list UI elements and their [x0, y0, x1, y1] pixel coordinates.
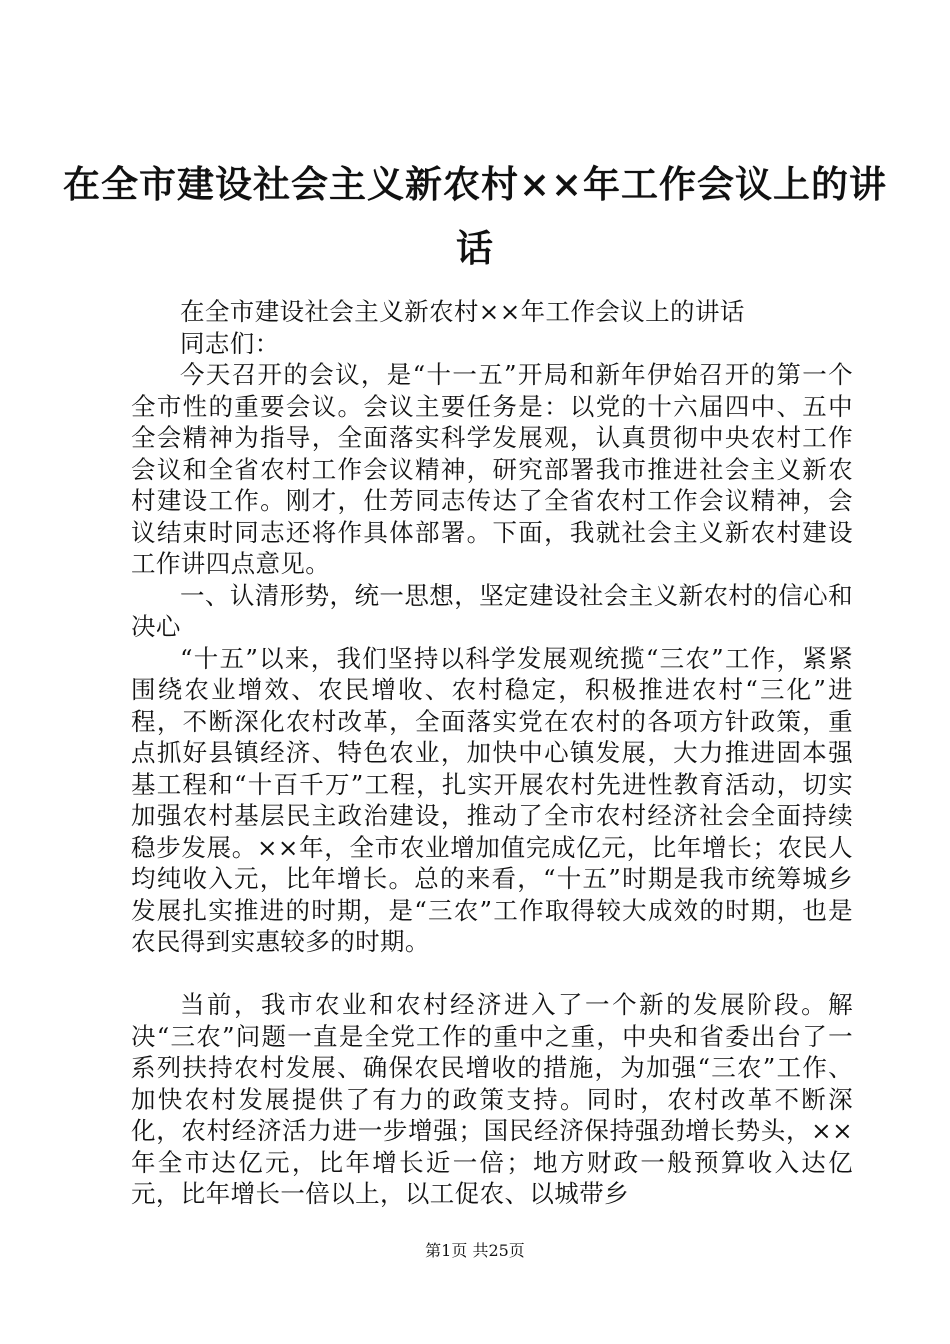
paragraph-heading-repeat: 在全市建设社会主义新农村××年工作会议上的讲话	[180, 297, 745, 326]
page-number: 第1页 共25页	[425, 1241, 525, 1260]
section-heading-1: 一、认清形势，统一思想，坚定建设社会主义新农村的信心和决心	[131, 580, 853, 641]
paragraph-current-situation: 当前，我市农业和农村经济进入了一个新的发展阶段。解决“三农”问题一直是全党工作的重中之重，中央和省委出台了一系列扶持农村发展、确保农民增收的措施，为加强“三农”工作、加快农村发展提供了有力的政策支持。同时，农村改革不断深化，农村经济活力进一步增强；国民经济保持强劲增长势头，××年全市达亿元，比年增长近一倍；地方财政一般预算收入达亿元，比年增长一倍以上，以工促农、以城带乡	[131, 990, 853, 1208]
paragraph-intro: 今天召开的会议，是“十一五”开局和新年伊始召开的第一个全市性的重要会议。会议主要任务是：以党的十六届四中、五中全会精神为指导，全面落实科学发展观，认真贯彻中央农村工作会议和全省农村工作会议精神，研究部署我市推进社会主义新农村建设工作。刚才，仕芳同志传达了全省农村工作会议精神，会议结束时同志还将作具体部署。下面，我就社会主义新农村建设工作讲四点意见。	[131, 360, 853, 578]
paragraph-achievements: “十五”以来，我们坚持以科学发展观统揽“三农”工作，紧紧围绕农业增效、农民增收、农村稳定，积极推进农村“三化”进程，不断深化农村改革，全面落实党在农村的各项方针政策，重点抓好县镇经济、特色农业，加快中心镇发展，大力推进固本强基工程和“十百千万”工程，扎实开展农村先进性教育活动，切实加强农村基层民主政治建设，推动了全市农村经济社会全面持续稳步发展。××年，全市农业增加值完成亿元，比年增长；农民人均纯收入元，比年增长。总的来看，“十五”时期是我市统筹城乡发展扎实推进的时期，是“三农”工作取得较大成效的时期，也是农民得到实惠较多的时期。	[131, 643, 853, 956]
document-body	[131, 296, 853, 1210]
paragraph-salutation: 同志们：	[180, 328, 280, 358]
document-title: 在全市建设社会主义新农村××年工作会议上的讲话	[62, 162, 887, 270]
